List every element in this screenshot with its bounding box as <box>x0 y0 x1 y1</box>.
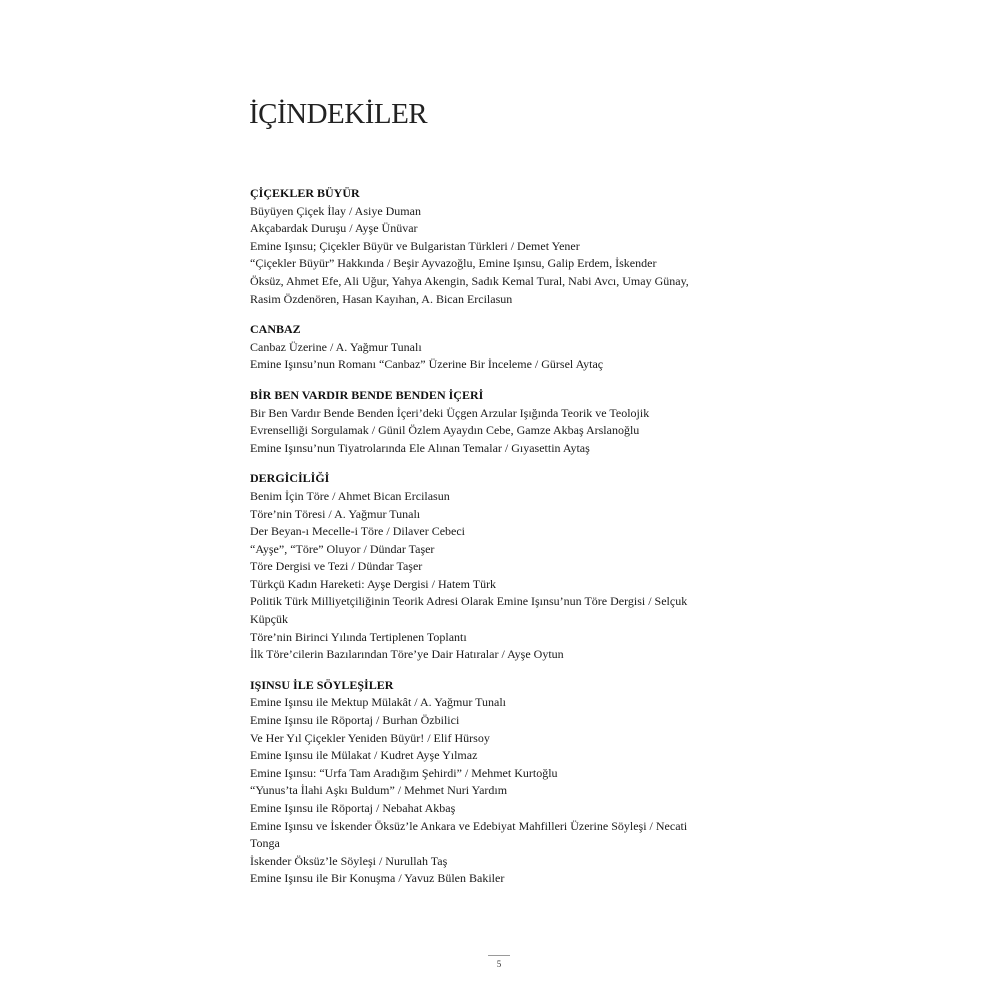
toc-entry: Bir Ben Vardır Bende Benden İçeri’deki Üçgen Arzular Işığında Teorik ve Teolojik <box>250 405 650 420</box>
toc-entry: Emine Işınsu ile Mektup Mülakât / A. Yağmur Tunalı <box>250 695 507 710</box>
toc-entry: İlk Töre’cilerin Bazılarından Töre’ye Dair Hatıralar / Ayşe Oytun <box>250 647 564 662</box>
toc-entry: Türkçü Kadın Hareketi: Ayşe Dergisi / Hatem Türk <box>250 576 497 591</box>
page-title: İÇİNDEKİLER <box>249 98 428 130</box>
toc-entry: Emine Işınsu ile Mülakat / Kudret Ayşe Yılmaz <box>250 748 478 763</box>
toc-entry: Emine Işınsu ile Röportaj / Nebahat Akbaş <box>250 801 456 815</box>
toc-entry: Evrenselliği Sorgulamak / Günil Özlem Ayaydın Cebe, Gamze Akbaş Arslanoğlu <box>250 423 640 438</box>
toc-entry: Töre’nin Birinci Yılında Tertiplenen Toplantı <box>250 629 467 644</box>
toc-entry: Öksüz, Ahmet Efe, Ali Uğur, Yahya Akengin, Sadık Kemal Tural, Nabi Avcı, Umay Günay, <box>250 273 689 288</box>
section-entries <box>250 339 770 374</box>
toc-entry: Emine Işınsu’nun Romanı “Canbaz” Üzerine Bir İnceleme / Gürsel Aytaç <box>250 357 604 372</box>
toc-entry: Emine Işınsu: “Urfa Tam Aradığım Şehirdi” / Mehmet Kurtoğlu <box>250 765 558 780</box>
section-entries <box>250 405 770 458</box>
section-heading: BİR BEN VARDIR BENDE BENDEN İÇERİ <box>250 387 484 402</box>
toc-entry: Akçabardak Duruşu / Ayşe Ünüvar <box>250 221 418 236</box>
toc-entry: Emine Işınsu’nun Tiyatrolarında Ele Alınan Temalar / Gıyasettin Aytaş <box>250 440 590 455</box>
toc-entry: Benim İçin Töre / Ahmet Bican Ercilasun <box>250 488 450 503</box>
toc-entry: Politik Türk Milliyetçiliğinin Teorik Adresi Olarak Emine Işınsu’nun Töre Dergisi / Selçuk <box>250 594 688 609</box>
toc-entry: Emine Işınsu ile Bir Konuşma / Yavuz Bülen Bakiler <box>250 871 505 886</box>
toc-entry: Büyüyen Çiçek İlay / Asiye Duman <box>250 203 421 218</box>
toc-entry: Töre’nin Töresi / A. Yağmur Tunalı <box>250 506 421 521</box>
section-heading: ÇİÇEKLER BÜYÜR <box>250 186 360 200</box>
page-number: 5 <box>496 959 502 969</box>
toc-entry: Canbaz Üzerine / A. Yağmur Tunalı <box>250 339 422 354</box>
page-number-rule <box>488 955 510 956</box>
toc-entry: Rasim Özdenören, Hasan Kayıhan, A. Bican Ercilasun <box>250 291 513 306</box>
toc-entry: Tonga <box>250 836 280 851</box>
section-entries <box>250 694 770 888</box>
toc-entry: Emine Işınsu; Çiçekler Büyür ve Bulgaristan Türkleri / Demet Yener <box>250 238 580 253</box>
section-entries <box>250 488 770 664</box>
section-heading: DERGİCİLİĞİ <box>250 471 330 486</box>
section-entries <box>250 203 770 309</box>
toc-section-canbaz <box>250 321 770 374</box>
toc-entry: İskender Öksüz’le Söyleşi / Nurullah Taş <box>250 853 448 868</box>
toc-entry: Küpçük <box>250 612 288 627</box>
toc-section-dergiciligi <box>250 470 770 664</box>
toc-entry: Der Beyan-ı Mecelle-i Töre / Dilaver Cebeci <box>250 524 466 539</box>
toc-entry: Emine Işınsu ve İskender Öksüz’le Ankara ve Edebiyat Mahfilleri Üzerine Söyleşi / Necati <box>250 818 688 833</box>
toc-section-bir-ben-vardir <box>250 387 770 457</box>
table-of-contents <box>250 185 770 901</box>
toc-entry: Töre Dergisi ve Tezi / Dündar Taşer <box>250 559 423 574</box>
toc-entry: “Yunus’ta İlahi Aşkı Buldum” / Mehmet Nuri Yardım <box>250 783 508 798</box>
section-heading: IŞINSU İLE SÖYLEŞİLER <box>250 677 394 692</box>
toc-section-isinsu-ile-soylesiler <box>250 677 770 888</box>
toc-entry: Ve Her Yıl Çiçekler Yeniden Büyür! / Elif Hürsoy <box>250 730 490 745</box>
toc-entry: “Ayşe”, “Töre” Oluyor / Dündar Taşer <box>250 541 435 556</box>
toc-entry: “Çiçekler Büyür” Hakkında / Beşir Ayvazoğlu, Emine Işınsu, Galip Erdem, İskender <box>250 256 657 271</box>
toc-entry: Emine Işınsu ile Röportaj / Burhan Özbilici <box>250 713 460 728</box>
page-footer <box>488 955 510 969</box>
section-heading: CANBAZ <box>250 322 301 337</box>
toc-section-cicekler-buyur <box>250 185 770 308</box>
